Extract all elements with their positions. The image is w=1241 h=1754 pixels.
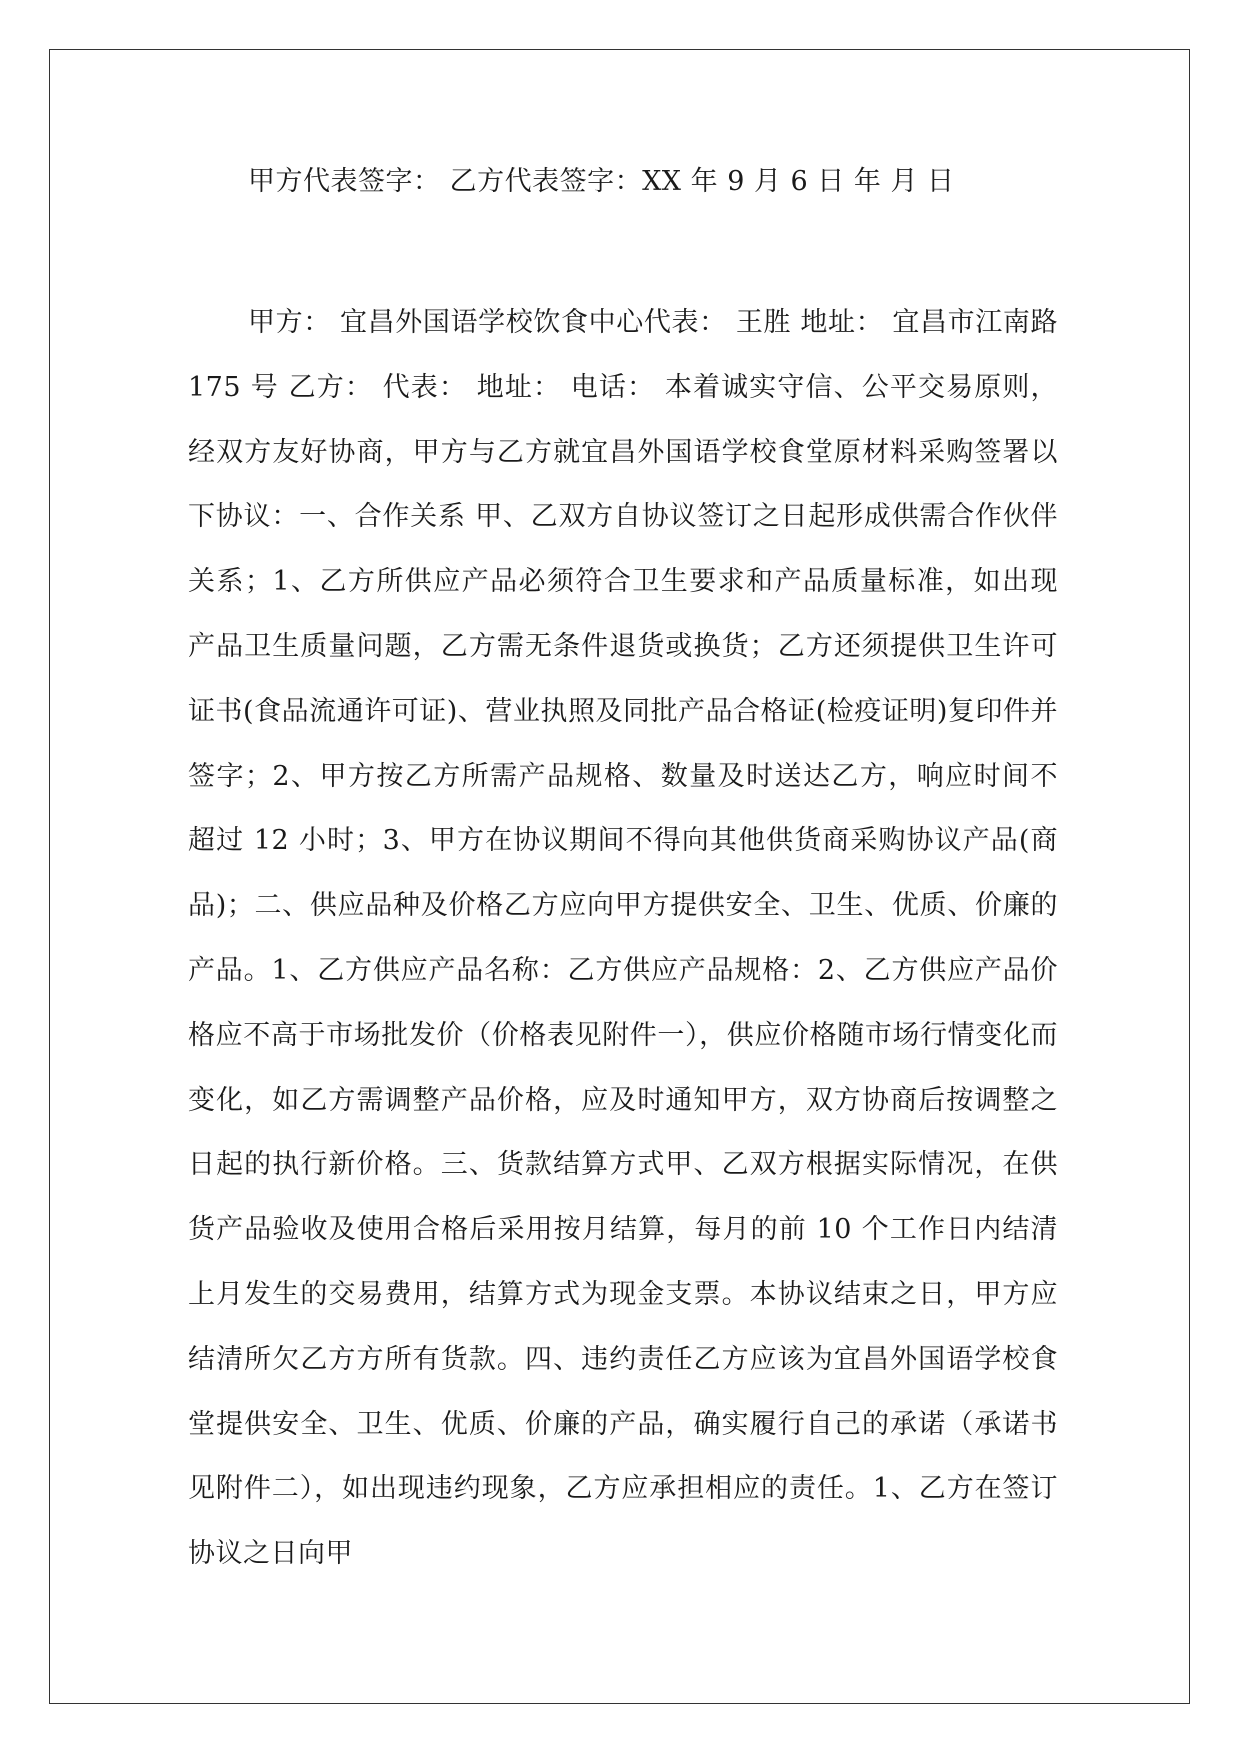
agreement-body-paragraph: 甲方： 宜昌外国语学校饮食中心代表： 王胜 地址： 宜昌市江南路 175 号 乙方： 代表： 地址： 电话： 本着诚实守信、公平交易原则，经双方友好协商，甲方与乙方就宜昌外国语学校食堂原材料采购签署以下协议：一、合作关系 甲、乙双方自协议签订之日起形成供需合作伙伴关系；1、乙方所供应产品必须符合卫生要求和产品质量标准，如出现产品卫生质量问题，乙方需无条件退货或换货；乙方还须提供卫生许可证书(食品流通许可证)、营业执照及同批产品合格证(检疫证明)复印件并签字；2、甲方按乙方所需产品规格、数量及时送达乙方，响应时间不超过 12 小时；3、甲方在协议期间不得向其他供货商采购协议产品(商品)；二、供应品种及价格乙方应向甲方提供安全、卫生、优质、价廉的产品。1、乙方供应产品名称：乙方供应产品规格：2、乙方供应产品价格应不高于市场批发价（价格表见附件一），供应价格随市场行情变化而变化，如乙方需调整产品价格，应及时通知甲方，双方协商后按调整之日起的执行新价格。三、货款结算方式甲、乙双方根据实际情况，在供货产品验收及使用合格后采用按月结算，每月的前 10 个工作日内结清上月发生的交易费用，结算方式为现金支票。本协议结束之日，甲方应结清所欠乙方方所有货款。四、违约责任乙方应该为宜昌外国语学校食堂提供安全、卫生、优质、价廉的产品，确实履行自己的承诺（承诺书见附件二），如出现违约现象，乙方应承担相应的责任。1、乙方在签订协议之日向甲	[188, 307, 1058, 1570]
signature-line: 甲方代表签字： 乙方代表签字：XX 年 9 月 6 日 年 月 日	[248, 166, 955, 197]
